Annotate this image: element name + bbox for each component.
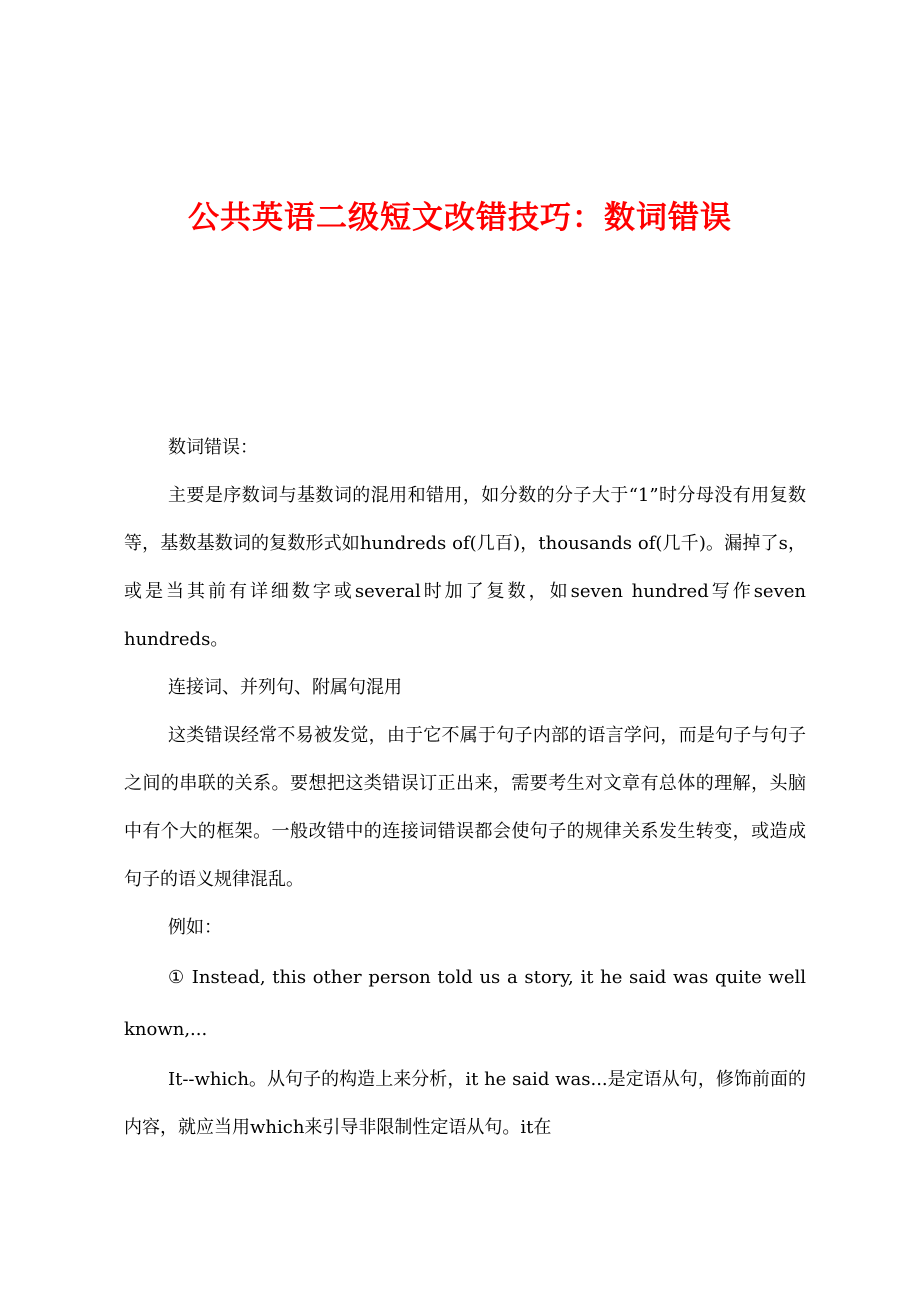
paragraph-conjunction-explanation: 这类错误经常不易被发觉，由于它不属于句子内部的语言学问，而是句子与句子之间的串联的关系。要想把这类错误订正出来，需要考生对文章有总体的理解，头脑中有个大的框架。一般改错中的连接词错误都会使句子的规律关系发生转变，或造成句子的语义规律混乱。 — [124, 725, 806, 890]
paragraph-example-label: 例如： — [168, 917, 222, 938]
paragraph-heading-numeral-errors: 数词错误： — [168, 437, 258, 458]
paragraph-example-analysis: It--which。从句子的构造上来分析，it he said was...是定语从句，修饰前面的内容，就应当用which来引导非限制性定语从句。it在 — [124, 1069, 806, 1138]
paragraph-numeral-explanation: 主要是序数词与基数词的混用和错用，如分数的分子大于“1”时分母没有用复数等，基数基数词的复数形式如hundreds of(几百)，thousands of(几千)。漏掉了s，或是当其前有详细数字或several时加了复数，如seven hundred写作seven hundreds。 — [124, 485, 806, 650]
document-title: 公共英语二级短文改错技巧：数词错误 — [188, 200, 732, 236]
paragraph-heading-conjunction-errors: 连接词、并列句、附属句混用 — [168, 677, 402, 698]
paragraph-example-sentence: ① Instead, this other person told us a story, it he said was quite well known,... — [124, 967, 806, 1040]
document-body — [124, 424, 806, 1152]
